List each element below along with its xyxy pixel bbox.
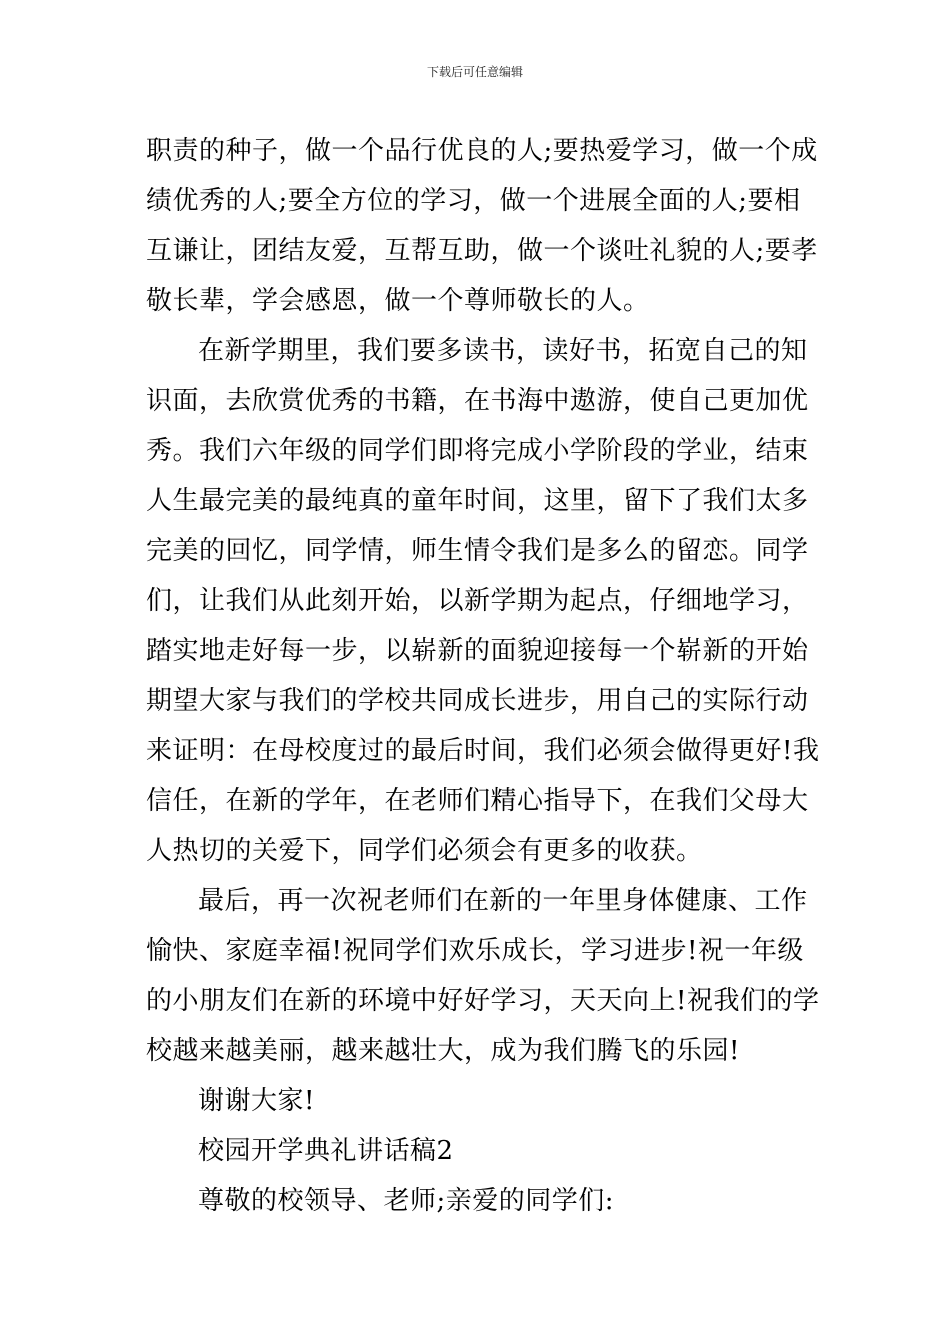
page-header: 下载后可任意编辑 <box>426 65 523 79</box>
text-line: 谢谢大家! <box>198 1086 315 1116</box>
text-line: 的小朋友们在新的环境中好好学习，天天向上!祝我们的学 <box>146 986 820 1016</box>
text-line: 互谦让，团结友爱，互帮互助，做一个谈吐礼貌的人;要孝 <box>146 236 818 266</box>
text-line: 最后，再一次祝老师们在新的一年里身体健康、工作 <box>198 886 808 916</box>
text-line: 期望大家与我们的学校共同成长进步，用自己的实际行动 <box>146 686 809 716</box>
text-line: 秀。我们六年级的同学们即将完成小学阶段的学业，结束 <box>146 436 809 466</box>
text-line: 校越来越美丽，越来越壮大，成为我们腾飞的乐园! <box>146 1036 740 1066</box>
text-line: 人热切的关爱下，同学们必须会有更多的收获。 <box>146 836 703 866</box>
text-line: 识面，去欣赏优秀的书籍，在书海中遨游，使自己更加优 <box>146 386 809 416</box>
document-body <box>146 126 820 1226</box>
text-line: 来证明：在母校度过的最后时间，我们必须会做得更好!我 <box>146 736 820 766</box>
text-line: 愉快、家庭幸福!祝同学们欢乐成长，学习进步!祝一年级 <box>146 936 804 966</box>
text-line: 们，让我们从此刻开始，以新学期为起点，仔细地学习， <box>146 586 809 616</box>
text-line: 信任，在新的学年，在老师们精心指导下，在我们父母大 <box>146 786 809 816</box>
text-line: 敬长辈，学会感恩，做一个尊师敬长的人。 <box>146 286 650 316</box>
text-line: 在新学期里，我们要多读书，读好书，拓宽自己的知 <box>198 336 808 366</box>
text-line: 踏实地走好每一步，以崭新的面貌迎接每一个崭新的开始 <box>146 636 809 666</box>
salutation: 尊敬的校领导、老师;亲爱的同学们: <box>198 1186 615 1216</box>
text-line: 完美的回忆，同学情，师生情令我们是多么的留恋。同学 <box>146 536 809 566</box>
text-line: 职责的种子，做一个品行优良的人;要热爱学习，做一个成 <box>146 136 818 166</box>
text-line: 绩优秀的人;要全方位的学习，做一个进展全面的人;要相 <box>146 186 801 216</box>
text-line: 人生最完美的最纯真的童年时间，这里，留下了我们太多 <box>146 486 809 516</box>
section-title: 校园开学典礼讲话稿2 <box>198 1136 454 1166</box>
